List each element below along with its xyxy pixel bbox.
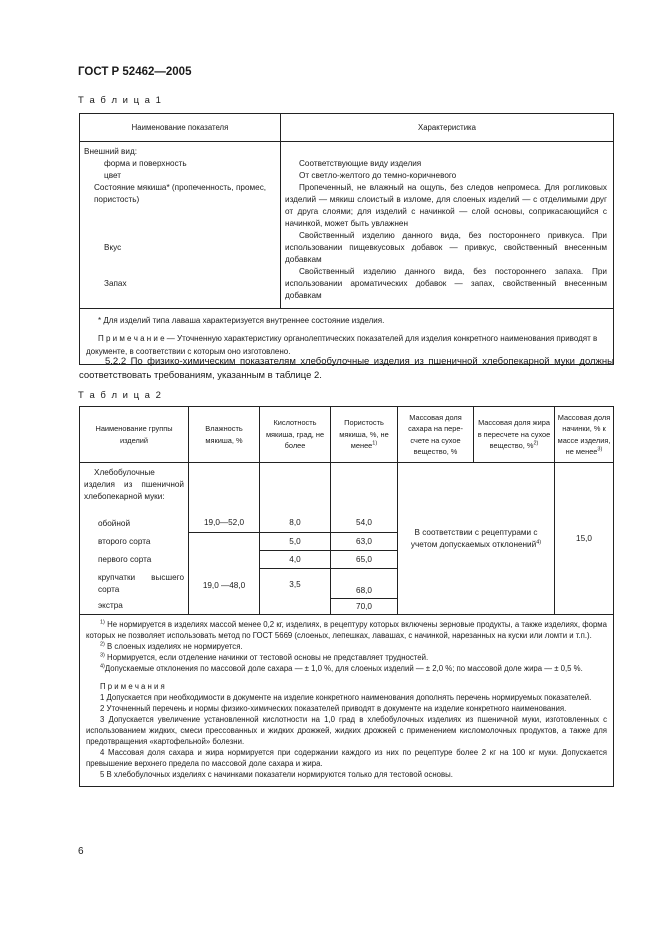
product-name: крупчатки высшего сорта xyxy=(80,569,189,599)
note-item: 4 Массовая доля сахара и жира нормируется при содержании каждого из них по рецептуре более 2 кг на 100 кг муки. Допускается превышение верхнего предела по массовой доле сахара и жира. xyxy=(86,748,607,768)
table2-caption: Т а б л и ц а 2 xyxy=(78,390,163,401)
product-name: обойной xyxy=(80,515,189,533)
table1-note: П р и м е ч а н и е — Уточненную характеристику органолептических показателей для изделия конкретного наименования приводят в документе, в соответствии с которым оно изготовлено. xyxy=(86,334,598,356)
indicator-label: форма и поверхность xyxy=(104,159,187,168)
document-header: ГОСТ Р 52462—2005 xyxy=(78,66,192,78)
group-title: Хлебобулочные изделия из пшеничной хлебопекарной муки: xyxy=(80,463,189,515)
sugar-fat-cell: В соответствии с рецептурами с учетом допускаемых отклонений$^{4)}$ xyxy=(398,463,555,615)
table1-header-name: Наименование показателя xyxy=(80,114,281,142)
porosity-value: 70,0 xyxy=(331,599,398,615)
indicator-label: Внешний вид: xyxy=(84,147,138,156)
acidity-value: 4,0 xyxy=(260,551,331,569)
table2-header: Кислотность мякиша, град, не более xyxy=(260,407,331,463)
table1-indicators xyxy=(80,142,281,309)
porosity-value: 54,0 xyxy=(331,515,398,533)
table2-header: Массовая доля сахара на пересчете на сухое вещество, % xyxy=(398,407,474,463)
table-row xyxy=(80,142,614,309)
notes-title: П р и м е ч а н и я xyxy=(100,682,165,691)
table2-notes xyxy=(80,615,614,787)
footnote-star: * Для изделий типа лаваша характеризуется внутреннее состояние изделия. xyxy=(98,316,385,325)
page-number: 6 xyxy=(78,846,84,857)
moisture-value: 19,0—52,0 xyxy=(189,515,260,533)
porosity-value: 63,0 xyxy=(331,533,398,551)
acidity-value: 8,0 xyxy=(260,515,331,533)
characteristic-text: Свойственный изделию данного вида, без постороннего запаха. При использовании ароматических добавок — запах, свойственный внесенным добавкам xyxy=(285,267,607,300)
product-name: первого сорта xyxy=(80,551,189,569)
characteristic-text: Соответствующие виду изделия xyxy=(299,159,422,168)
porosity-value: 65,0 xyxy=(331,551,398,569)
filling-cell: 15,0 xyxy=(555,463,614,615)
product-name: экстра xyxy=(80,599,189,615)
moisture-value: 19,0 —48,0 xyxy=(189,533,260,615)
section-paragraph: 5.2.2 По физико-химическим показателям хлебобулочные изделия из пшеничной хлебопекарной муки должны соответствовать требованиям, указанным в таблице 2. xyxy=(79,356,614,381)
table1-caption: Т а б л и ц а 1 xyxy=(78,95,163,106)
footnote: $^{2)}$ В слоеных изделиях не нормируется. xyxy=(100,641,243,651)
table-row xyxy=(80,463,614,515)
characteristic-text: Пропеченный, не влажный на ощупь, без следов непромеса. Для рогликовых изделий — мякиш слоистый в изломе, для слоеных изделий — с отделимыми друг от друга слоями; для изделий с начинкой — слой основы, соприкасающийся с начинкой, может быть увлажнен xyxy=(285,183,607,228)
footnote: $^{3)}$ Нормируется, если отделение начинки от тестовой основы не представляет трудностей. xyxy=(100,652,429,662)
indicator-label: Вкус xyxy=(104,243,122,252)
product-name: второго сорта xyxy=(80,533,189,551)
indicator-label: Состояние мякиша* (пропеченность, промес, пористость) xyxy=(94,183,267,204)
characteristic-text: Свойственный изделию данного вида, без постороннего привкуса. При использовании пищевкусовых добавок — привкус, свойственный внесенным добавкам xyxy=(285,231,607,264)
characteristic-text: От светло-желтого до темно-коричневого xyxy=(299,171,457,180)
note-item: 2 Уточненный перечень и нормы физико-химических показателей приводят в документе на изделие конкретного наименования. xyxy=(100,704,567,713)
table2-header: Массовая доля жира в пересчете на сухое вещество, %$^{2)}$ xyxy=(474,407,555,463)
table1-characteristics xyxy=(281,142,614,309)
table2-header: Влажность мякиша, % xyxy=(189,407,260,463)
table-2 xyxy=(79,406,614,787)
indicator-label: Запах xyxy=(104,279,127,288)
porosity-value: 68,0 xyxy=(331,569,398,599)
note-item: 1 Допускается при необходимости в документе на изделие конкретного наименования дополнять перечень нормируемых показателей. xyxy=(100,693,592,702)
table1-header-characteristic: Характеристика xyxy=(281,114,614,142)
table2-header: Массовая доля начинки, % к массе изделия, не менее$^{3)}$ xyxy=(555,407,614,463)
table2-header: Наименование группы изделий xyxy=(80,407,189,463)
note-item: 5 В хлебобулочных изделиях с начинками показатели нормируются только для тестовой основы. xyxy=(100,770,453,779)
footnote: $^{4)}$Допускаемые отклонения по массовой доле сахара — ± 1,0 %, для слоеных изделий — ± 2,0 %; по массовой доле жира — ± 0,5 %. xyxy=(100,663,583,673)
table-1 xyxy=(79,113,614,365)
table2-header: Пористость мякиша, %, не менее$^{1)}$ xyxy=(331,407,398,463)
acidity-value: 5,0 xyxy=(260,533,331,551)
note-item: 3 Допускается увеличение установленной кислотности на 1,0 град в хлебобулочных изделиях из пшеничной муки, изготовленных с использованием жидких, смеси прессованных и жидких дрожжей, жидких дрожжей с применением кисломолочных продуктов, а также для предотвращения «картофельной» болезни. xyxy=(86,715,607,746)
acidity-value: 3,5 xyxy=(260,569,331,615)
indicator-label: цвет xyxy=(104,171,121,180)
footnote: $^{1)}$ Не нормируется в изделиях массой менее 0,2 кг, изделиях, в рецептуру которых включены зерновые продукты, а также изделиях, форма которых не позволяет использовать метод по ГОСТ 5669 (слоеных, лепешках, лавашах, с начинкой, нарезанных на куски или ломти и т.п.). xyxy=(86,619,607,640)
